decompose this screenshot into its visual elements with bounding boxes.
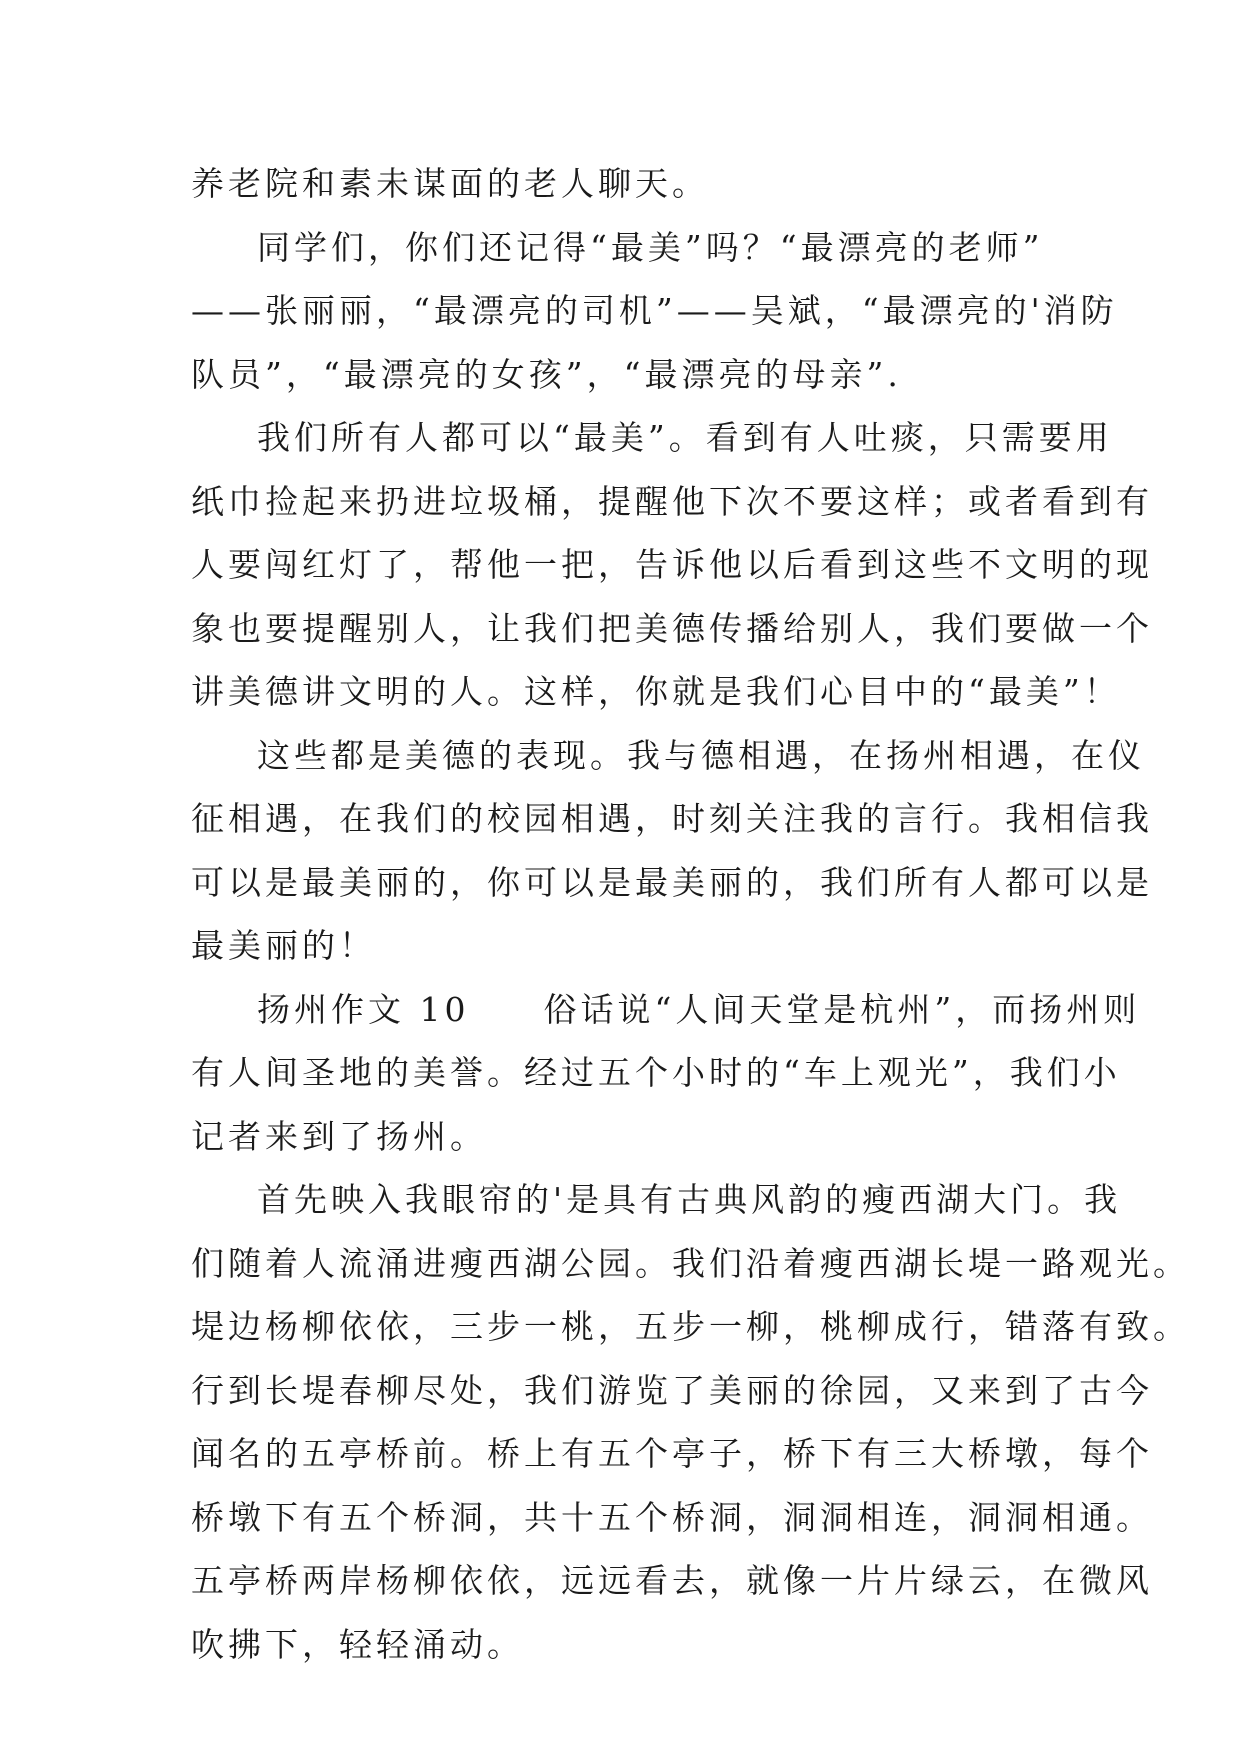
text-line: 讲美德讲文明的人。这样，你就是我们心目中的“最美”！ (191, 672, 1121, 711)
text-line: 行到长堤春柳尽处，我们游览了美丽的徐园，又来到了古今 (191, 1370, 1153, 1410)
text-line: 记者来到了扬州。 (191, 1116, 487, 1156)
document-body (191, 152, 1190, 1676)
text-line: 闻名的五亭桥前。桥上有五个亭子，桥下有三大桥墩，每个 (191, 1434, 1153, 1473)
text-line: 五亭桥两岸杨柳依依，远远看去，就像一片片绿云，在微风 (191, 1561, 1153, 1600)
text-line: 有人间圣地的美誉。经过五个小时的“车上观光”，我们小 (191, 1053, 1121, 1092)
text-line: 堤边杨柳依依，三步一桃，五步一柳，桃柳成行，错落有致。 (191, 1307, 1190, 1346)
text-line: 最美丽的！ (191, 926, 376, 965)
text-line: 同学们，你们还记得“最美”吗？“最漂亮的老师” (257, 227, 1044, 267)
text-line: 吹拂下，轻轻涌动。 (191, 1624, 524, 1664)
text-line: 队员”，“最漂亮的女孩”，“最漂亮的母亲”. (191, 354, 902, 394)
text-line: 可以是最美丽的，你可以是最美丽的，我们所有人都可以是 (191, 862, 1153, 902)
text-line: 我们所有人都可以“最美”。看到有人吐痰，只需要用 (257, 418, 1113, 457)
text-line: 这些都是美德的表现。我与德相遇，在扬州相遇，在仪 (257, 735, 1145, 775)
text-line: 人要闯红灯了，帮他一把，告诉他以后看到这些不文明的现 (191, 545, 1153, 584)
text-line: 们随着人流涌进瘦西湖公园。我们沿着瘦西湖长堤一路观光。 (191, 1243, 1190, 1283)
text-line: 养老院和素未谋面的老人聊天。 (191, 164, 709, 203)
text-line: 首先映入我眼帘的'是具有古典风韵的瘦西湖大门。我 (257, 1180, 1122, 1219)
text-line: 桥墩下有五个桥洞，共十五个桥洞，洞洞相连，洞洞相通。 (191, 1497, 1153, 1537)
text-line: 纸巾捡起来扔进垃圾桶，提醒他下次不要这样；或者看到有 (191, 481, 1153, 521)
text-line: 扬州作文 10 俗话说“人间天堂是杭州”，而扬州则 (257, 989, 1141, 1029)
text-line: 象也要提醒别人，让我们把美德传播给别人，我们要做一个 (191, 608, 1153, 648)
text-line: 征相遇，在我们的校园相遇，时刻关注我的言行。我相信我 (191, 799, 1153, 838)
text-line: ——张丽丽，“最漂亮的司机”——吴斌，“最漂亮的'消防 (191, 291, 1118, 330)
